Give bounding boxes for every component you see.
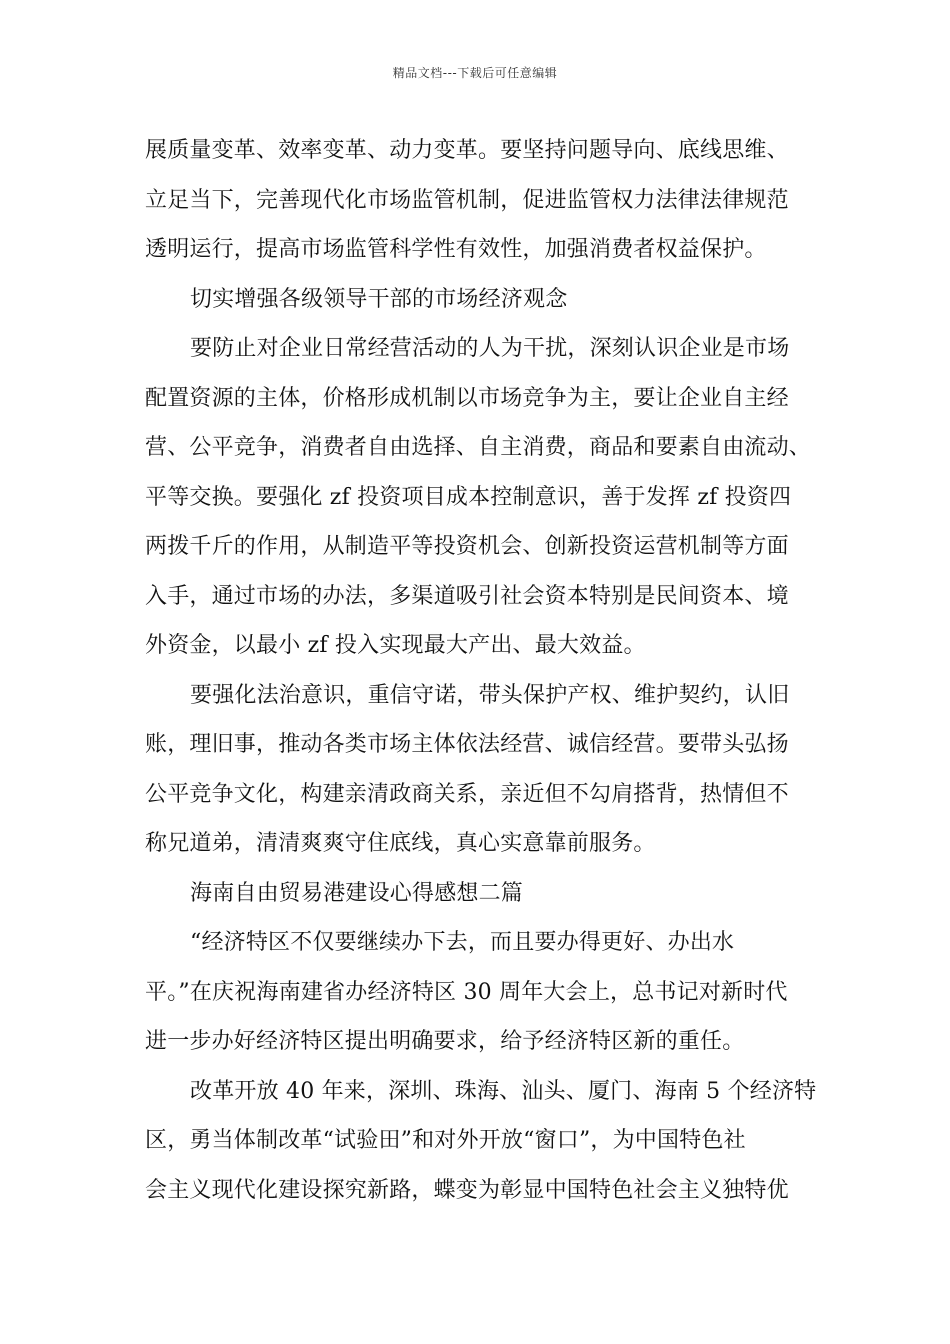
- text-line: 公平竞争文化，构建亲清政商关系，亲近但不勾肩搭背，热情但不: [145, 781, 789, 807]
- text-line: 要强化法治意识，重信守诺，带头保护产权、维护契约，认旧: [190, 682, 790, 708]
- text-line: 立足当下，完善现代化市场监管机制，促进监管权力法律法律规范: [145, 187, 789, 213]
- text-line: 称兄道弟，清清爽爽守住底线，真心实意靠前服务。: [145, 831, 656, 856]
- text-line: 外资金，以最小 zf 投入实现最大产出、最大效益。: [145, 633, 646, 658]
- text-line: 透明运行，提高市场监管科学性有效性，加强消费者权益保护。: [145, 237, 767, 262]
- body-text: [145, 126, 825, 1215]
- text-line: 会主义现代化建设探究新路，蝶变为彰显中国特色社会主义独特优: [145, 1177, 789, 1203]
- text-line: 要防止对企业日常经营活动的人为干扰，深刻认识企业是市场: [190, 336, 790, 361]
- text-line: 两拨千斤的作用，从制造平等投资机会、创新投资运营机制等方面: [145, 534, 789, 559]
- text-line: 配置资源的主体，价格形成机制以市场竞争为主，要让企业自主经: [145, 385, 789, 411]
- text-line: 展质量变革、效率变革、动力变革。要坚持问题导向、底线思维、: [145, 138, 789, 163]
- text-line: “经济特区不仅要继续办下去，而且要办得更好、办出水: [190, 930, 735, 955]
- page-header: 精品文档---下载后可任意编辑: [392, 66, 558, 80]
- text-line: 区，勇当体制改革“试验田”和对外开放“窗口”，为中国特色社: [145, 1128, 746, 1153]
- text-line: 切实增强各级领导干部的市场经济观念: [190, 286, 568, 312]
- text-line: 海南自由贸易港建设心得感想二篇: [190, 880, 524, 906]
- text-line: 进一步办好经济特区提出明确要求，给予经济特区新的重任。: [145, 1029, 745, 1054]
- text-line: 改革开放 40 年来，深圳、珠海、汕头、厦门、海南 5 个经济特: [190, 1078, 817, 1104]
- text-line: 平。”在庆祝海南建省办经济特区 30 周年大会上，总书记对新时代: [145, 979, 788, 1005]
- text-line: 账，理旧事，推动各类市场主体依法经营、诚信经营。要带头弘扬: [145, 732, 789, 757]
- text-line: 平等交换。要强化 zf 投资项目成本控制意识，善于发挥 zf 投资四: [145, 484, 792, 510]
- text-line: 入手，通过市场的办法，多渠道吸引社会资本特别是民间资本、境: [145, 583, 789, 609]
- text-line: 营、公平竞争，消费者自由选择、自主消费，商品和要素自由流动、: [145, 435, 812, 460]
